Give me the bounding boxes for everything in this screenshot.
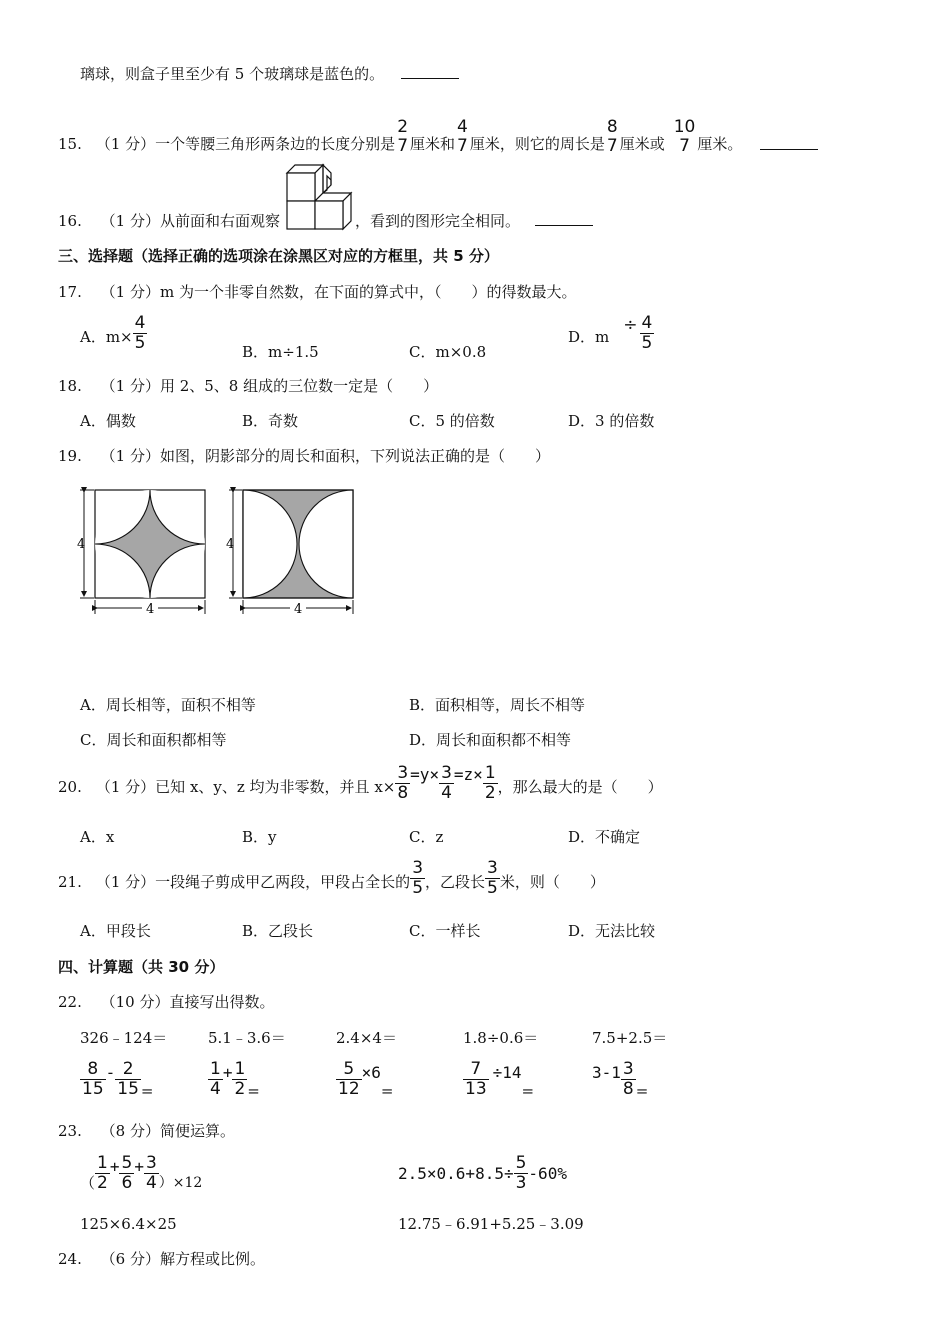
- q22-item-9-frac: $\frac{7}{13}$: [465, 1059, 487, 1099]
- q23-expr-1-open: （: [80, 1174, 96, 1192]
- question-17: [58, 282, 576, 302]
- q20-op-1: =y×: [410, 765, 440, 784]
- q22-item-6-frac-2: $\frac{2}{15}$: [117, 1059, 139, 1099]
- q16-text-tail: ，看到的图形完全相同。: [355, 212, 521, 230]
- q22-item-9-eq: =: [521, 1082, 535, 1100]
- q19-left-width-label: 4: [146, 602, 155, 617]
- q22-item-9-op: ÷14: [492, 1063, 522, 1082]
- q20-option-d[interactable]: D．不确定: [568, 828, 641, 846]
- q15-unit-2: 厘米，则它的周长是: [469, 135, 605, 153]
- q18-option-c[interactable]: C．5 的倍数: [409, 412, 495, 430]
- q22-item-8-eq: =: [380, 1082, 394, 1100]
- q18-text: 用 2、5、8 组成的三位数一定是（ ）: [159, 377, 439, 395]
- q18-option-a[interactable]: A．偶数: [80, 412, 136, 430]
- q23-text: 简便运算。: [159, 1122, 235, 1140]
- section-4-title: 四、计算题（共 30 分）: [58, 958, 225, 976]
- q22-item-7: [208, 1060, 260, 1099]
- q15-answer-blank[interactable]: [760, 135, 818, 150]
- question-24: [58, 1249, 265, 1269]
- q16-answer-blank[interactable]: [535, 211, 593, 226]
- q23-number: 23.: [58, 1122, 82, 1140]
- q14-text: 璃球，则盒子里至少有 5 个玻璃球是蓝色的。: [80, 65, 385, 83]
- question-15: [58, 118, 818, 154]
- q23-expr-1-close: ）×12: [158, 1175, 203, 1191]
- q22-score: （10 分）: [100, 993, 170, 1011]
- q15-text: 一个等腰三角形两条边的长度分别是: [155, 135, 396, 153]
- q17-option-a-label: A．m×: [80, 328, 133, 346]
- q23-expr-1-op-1: +: [109, 1157, 120, 1176]
- q22-item-8-op: ×6: [361, 1063, 381, 1082]
- q22-text: 直接写出得数。: [169, 993, 275, 1011]
- q23-expr-1-frac-3: $\frac{3}{4}$: [145, 1153, 157, 1193]
- q22-item-8-frac: $\frac{5}{12}$: [338, 1059, 360, 1099]
- q21-number: 21.: [58, 873, 82, 891]
- q15-fraction-1: 2 7: [397, 117, 409, 156]
- q21-text-mid: ，乙段长: [425, 873, 486, 891]
- q16-cube-figure: [285, 160, 355, 232]
- q22-item-10-pre: 3-1: [592, 1063, 621, 1082]
- q14-answer-blank[interactable]: [401, 64, 459, 79]
- q18-option-b[interactable]: B．奇数: [242, 412, 299, 430]
- q19-score: （1 分）: [100, 447, 160, 465]
- q19-left-square: [95, 490, 205, 598]
- q15-unit-3: 厘米或: [619, 135, 665, 153]
- q22-item-5: 7.5+2.5＝: [592, 1029, 668, 1047]
- q22-item-6-eq: =: [140, 1082, 154, 1100]
- q17-option-a-fraction: $\frac{4}{5}$: [134, 313, 146, 353]
- q23-score: （8 分）: [100, 1122, 160, 1140]
- q23-expr-2-frac: $\frac{5}{3}$: [515, 1153, 527, 1193]
- q23-expr-4: 12.75﹣6.91+5.25﹣3.09: [398, 1215, 584, 1233]
- q22-item-10-frac: $\frac{3}{8}$: [622, 1059, 634, 1099]
- section-3-title: 三、选择题（选择正确的选项涂在涂黑区对应的方框里，共 5 分）: [58, 247, 499, 265]
- q20-option-c[interactable]: C．z: [409, 828, 444, 846]
- q19-number: 19.: [58, 447, 82, 465]
- q19-option-c[interactable]: C．周长和面积都相等: [80, 731, 227, 749]
- q17-option-a[interactable]: [80, 314, 147, 353]
- q15-fraction-4: 10 7: [673, 117, 696, 156]
- q21-fraction-1: $\frac{3}{5}$: [412, 858, 424, 898]
- q22-item-4: 1.8÷0.6＝: [463, 1029, 539, 1047]
- q23-expr-1-frac-2: $\frac{5}{6}$: [121, 1153, 133, 1193]
- q19-option-d[interactable]: D．周长和面积都不相等: [409, 731, 572, 749]
- q20-fraction-3: $\frac{1}{2}$: [484, 763, 496, 803]
- q22-item-6: [80, 1060, 154, 1099]
- q17-option-d[interactable]: [568, 314, 654, 353]
- q20-fraction-1: $\frac{3}{8}$: [397, 763, 409, 803]
- q23-expr-1: [80, 1154, 202, 1193]
- q22-item-8: [336, 1060, 393, 1099]
- q24-score: （6 分）: [100, 1250, 160, 1268]
- q22-item-7-eq: =: [247, 1082, 260, 1100]
- question-19: [58, 446, 550, 466]
- q17-score: （1 分）: [100, 283, 160, 301]
- q20-score: （1 分）: [95, 778, 156, 796]
- q23-expr-2: [398, 1154, 567, 1193]
- q17-option-d-op: ÷: [623, 315, 638, 335]
- q22-item-6-op: -: [105, 1063, 116, 1082]
- q19-left-height-label: 4: [77, 537, 86, 552]
- q17-option-c[interactable]: C．m×0.8: [409, 343, 487, 361]
- q15-score: （1 分）: [95, 135, 156, 153]
- q19-text: 如图，阴影部分的周长和面积，下列说法正确的是（ ）: [159, 447, 550, 465]
- q15-unit-4: 厘米。: [697, 135, 743, 153]
- q14-text-line: [80, 64, 459, 84]
- q15-unit-1: 厘米和: [410, 135, 456, 153]
- q22-item-9: [463, 1060, 534, 1099]
- q16-text: 从前面和右面观察: [159, 212, 280, 230]
- q19-option-a[interactable]: A．周长相等，面积不相等: [80, 696, 256, 714]
- q17-number: 17.: [58, 283, 82, 301]
- q21-text-tail: 米，则（ ）: [499, 873, 605, 891]
- q22-item-7-frac-2: $\frac{1}{2}$: [234, 1059, 246, 1099]
- q24-text: 解方程或比例。: [159, 1250, 265, 1268]
- q24-number: 24.: [58, 1250, 82, 1268]
- q23-expr-1-frac-1: $\frac{1}{2}$: [97, 1153, 108, 1193]
- q23-expr-2-post: -60%: [528, 1163, 567, 1183]
- question-16: [58, 211, 280, 231]
- q18-score: （1 分）: [100, 377, 160, 395]
- q20-text: 已知 x、y、z 均为非零数，并且 x×: [155, 778, 396, 796]
- q23-expr-2-pre: 2.5×0.6+8.5÷: [398, 1163, 514, 1183]
- q20-fraction-2: $\frac{3}{4}$: [441, 763, 452, 803]
- question-22: [58, 992, 275, 1012]
- question-23: [58, 1121, 235, 1141]
- q22-item-6-frac-1: $\frac{8}{15}$: [82, 1059, 104, 1099]
- q19-right-height-label: 4: [226, 537, 235, 552]
- question-21: [58, 859, 605, 898]
- q15-fraction-3: 8 7: [606, 117, 618, 156]
- q22-item-1: 326﹣124＝: [80, 1029, 168, 1047]
- q20-option-b[interactable]: B．y: [242, 828, 277, 846]
- q16-score: （1 分）: [100, 212, 160, 230]
- question-18: [58, 376, 438, 396]
- q17-option-b[interactable]: B．m÷1.5: [242, 343, 319, 361]
- q22-item-10: [592, 1060, 648, 1099]
- q21-text: 一段绳子剪成甲乙两段，甲段占全长的: [155, 873, 411, 891]
- q16-number: 16.: [58, 212, 82, 230]
- q21-score: （1 分）: [95, 873, 156, 891]
- q21-option-b[interactable]: B．乙段长: [242, 922, 314, 940]
- q17-option-d-label: D．m: [568, 328, 610, 346]
- q22-item-10-eq: =: [635, 1082, 649, 1100]
- q18-number: 18.: [58, 377, 82, 395]
- q22-item-3: 2.4×4＝: [336, 1029, 397, 1047]
- q22-item-2: 5.1﹣3.6＝: [208, 1029, 286, 1047]
- q22-item-7-frac-1: $\frac{1}{4}$: [210, 1059, 221, 1099]
- q20-op-2: =z×: [453, 765, 483, 784]
- q15-number: 15.: [58, 135, 82, 153]
- q15-fraction-2: 4 7: [457, 117, 468, 156]
- q16-tail: [355, 211, 593, 231]
- q17-text: m 为一个非零自然数，在下面的算式中，（ ）的得数最大。: [159, 283, 577, 301]
- q22-number: 22.: [58, 993, 82, 1011]
- q19-right-width-label: 4: [294, 602, 303, 617]
- q17-option-d-fraction: $\frac{4}{5}$: [641, 313, 653, 353]
- q19-right-square: [243, 490, 353, 598]
- q19-figure: [74, 484, 364, 620]
- q23-expr-3: 125×6.4×25: [80, 1215, 177, 1233]
- q19-option-b[interactable]: B．面积相等，周长不相等: [409, 696, 586, 714]
- q21-fraction-2: $\frac{3}{5}$: [487, 858, 498, 898]
- q23-expr-1-op-2: +: [134, 1157, 144, 1176]
- q20-text-tail: ，那么最大的是（ ）: [497, 778, 663, 796]
- q21-option-a[interactable]: A．甲段长: [80, 922, 151, 940]
- q22-item-7-op: +: [222, 1063, 233, 1082]
- q21-option-c[interactable]: C．一样长: [409, 922, 481, 940]
- question-20: [58, 764, 663, 803]
- q21-option-d[interactable]: D．无法比较: [568, 922, 656, 940]
- q20-option-a[interactable]: A．x: [80, 828, 115, 846]
- q20-number: 20.: [58, 778, 82, 796]
- q18-option-d[interactable]: D．3 的倍数: [568, 412, 655, 430]
